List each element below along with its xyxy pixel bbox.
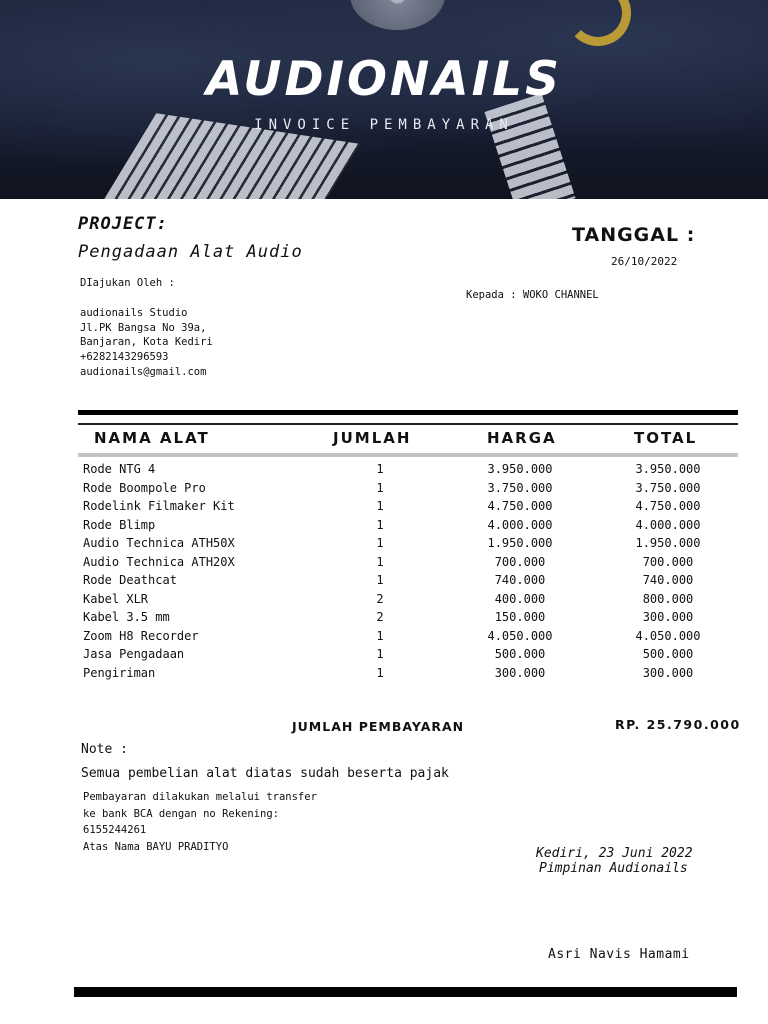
table-row [0,499,768,518]
item-qty: 1 [376,499,384,513]
date-value: 26/10/2022 [611,255,678,268]
table-row [0,518,768,537]
item-name: Pengiriman [83,665,156,680]
item-qty: 2 [376,610,384,624]
table-row [0,666,768,685]
payment-total-value: RP. 25.790.000 [615,717,741,732]
table-row [0,462,768,481]
project-name: Pengadaan Alat Audio [78,242,303,262]
headphone-ring-graphic [565,0,631,46]
sender-email: audionails@gmail.com [80,365,207,378]
item-qty: 1 [376,628,384,643]
item-price: 3.950.000 [487,462,553,476]
item-qty: 1 [376,536,384,550]
sender-address-2: Banjaran, Kota Kediri [80,336,213,349]
item-total: 300.000 [642,610,694,624]
item-name: Kabel XLR [83,591,149,606]
item-total: 4.000.000 [635,517,701,532]
item-total: 4.050.000 [635,628,701,643]
keyboard-graphic-right [484,93,575,199]
item-qty: 1 [376,665,384,680]
payment-total-label: JUMLAH PEMBAYARAN [292,719,465,734]
item-qty: 1 [376,573,384,587]
item-price: 300.000 [494,665,546,680]
item-total: 3.750.000 [635,480,701,495]
table-top-rule [78,410,738,415]
item-price: 740.000 [494,573,546,587]
note-label: Note : [81,742,128,757]
header-banner [0,0,768,199]
invoice-subtitle: INVOICE PEMBAYARAN [254,117,514,133]
item-total: 300.000 [642,665,694,680]
item-qty: 1 [376,647,384,661]
account-name: Atas Nama BAYU PRADITYO [83,840,229,853]
item-name: Jasa Pengadaan [83,647,185,661]
item-qty: 2 [376,591,384,606]
items-table-body [0,462,768,684]
item-qty: 1 [376,480,384,495]
record-disc-graphic [350,0,445,30]
item-price: 4.050.000 [487,628,553,643]
payment-line-1: Pembayaran dilakukan melalui transfer [83,791,317,803]
header-jumlah: JUMLAH [333,429,412,447]
header-total: TOTAL [634,429,698,447]
brand-title: AUDIONAILS [206,52,562,107]
item-price: 4.750.000 [487,499,553,513]
footer-bar [74,987,737,997]
table-row [0,573,768,592]
item-name: Audio Technica ATH50X [83,536,235,550]
payment-info [83,789,317,855]
table-row [0,481,768,500]
item-price: 400.000 [494,591,546,606]
table-row [0,555,768,574]
sender-block [80,306,280,380]
item-name: Kabel 3.5 mm [83,610,170,624]
item-name: Audio Technica ATH20X [83,554,235,569]
item-price: 700.000 [494,554,546,569]
item-qty: 1 [376,517,384,532]
header-nama-alat: NAMA ALAT [94,429,210,447]
account-number: 6155244261 [83,824,147,836]
submitted-by-label: DIajukan Oleh : [80,277,175,289]
item-name: Rodelink Filmaker Kit [83,499,235,513]
table-header-top-line [78,423,738,425]
item-total: 4.750.000 [635,499,701,513]
note-text: Semua pembelian alat diatas sudah beserta pajak [81,766,449,781]
item-name: Rode Deathcat [83,573,177,587]
item-price: 1.950.000 [487,536,553,550]
item-total: 500.000 [642,647,694,661]
item-name: Rode Blimp [83,517,156,532]
item-name: Rode NTG 4 [83,462,156,476]
item-total: 700.000 [642,554,694,569]
payment-line-2: ke bank BCA dengan no Rekening: [83,807,279,820]
table-row [0,610,768,629]
item-total: 800.000 [642,591,694,606]
table-row [0,629,768,648]
sender-phone: +6282143296593 [80,351,169,364]
item-qty: 1 [376,462,384,476]
item-name: Rode Boompole Pro [83,480,206,495]
date-label: TANGGAL : [572,224,696,246]
sender-address-1: Jl.PK Bangsa No 39a, [80,321,207,334]
table-row [0,592,768,611]
item-price: 4.000.000 [487,517,553,532]
signature-place-date: Kediri, 23 Juni 2022 [536,846,693,861]
sender-name: audionails Studio [80,307,188,319]
table-row [0,647,768,666]
project-label: PROJECT: [78,214,168,234]
item-total: 3.950.000 [635,462,701,476]
item-total: 1.950.000 [635,536,701,550]
item-price: 3.750.000 [487,480,553,495]
item-name: Zoom H8 Recorder [83,628,199,643]
signature-title: Pimpinan Audionails [539,861,688,876]
recipient: Kepada : WOKO CHANNEL [466,289,599,301]
table-header-bottom-line [78,453,738,457]
header-harga: HARGA [487,429,557,447]
table-row [0,536,768,555]
item-qty: 1 [376,554,384,569]
signer-name: Asri Navis Hamami [548,947,690,962]
item-price: 500.000 [494,647,546,661]
item-total: 740.000 [642,573,694,587]
item-price: 150.000 [494,610,546,624]
